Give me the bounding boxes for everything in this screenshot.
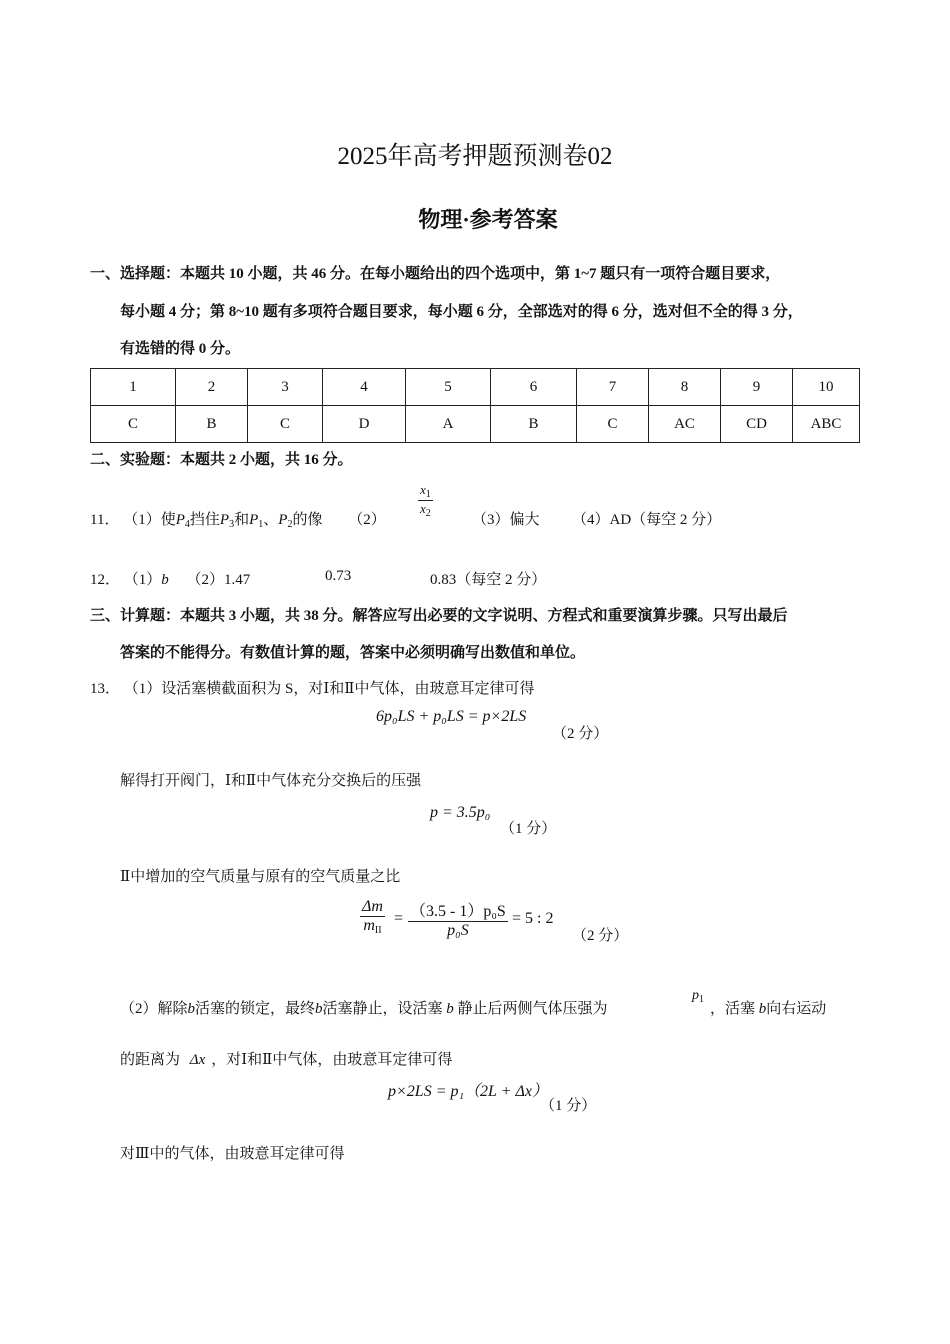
section3-line2: 答案的不能得分。有数值计算的题，答案中必须明确写出数值和单位。: [120, 645, 586, 661]
answer-table-answer-row: [91, 406, 860, 443]
q13-part2-line1-tail: [710, 997, 826, 1018]
q13-part2-text-c: 活塞的锁定，最终: [195, 1001, 316, 1017]
table-cell: ABC: [793, 406, 860, 443]
q13-intro-line: [90, 677, 534, 698]
table-cell: D: [323, 406, 406, 443]
table-cell: 5: [406, 369, 491, 406]
table-cell: B: [176, 406, 248, 443]
table-cell: C: [577, 406, 649, 443]
q13-ratio-right-num: （3.5 - 1）p₀S: [408, 898, 508, 922]
q11-number: 11．: [90, 512, 120, 528]
table-cell: 7: [577, 369, 649, 406]
table-cell: 4: [323, 369, 406, 406]
q13-ratio-left: [360, 898, 385, 936]
q11-part1-text-b: 挡住: [189, 512, 220, 528]
q13-equation-2: p = 3.5p₀: [430, 804, 491, 821]
q11-part1-text: （1）使: [123, 512, 176, 528]
section3-line1: 三、计算题：本题共 3 小题，共 38 分。解答应写出必要的文字说明、方程式和重要演算步骤。只写出最后: [90, 608, 788, 624]
q13-part2-line2-text-a: 的距离为: [120, 1052, 181, 1068]
answer-table-number-row: [91, 369, 860, 406]
q12-part1-label: （1）: [123, 572, 162, 588]
q11-part2-label: （2）: [348, 512, 386, 528]
section1-line2: 每小题 4 分；第 8~10 题有多项符合题目要求，每小题 6 分，全部选对的得 6 分，选对但不全的得 3 分，: [120, 304, 803, 320]
page-title: 2025年高考押题预测卷02: [337, 143, 613, 170]
table-cell: 9: [721, 369, 793, 406]
q13-part2-p-sub: 1: [699, 994, 704, 1005]
q13-ratio-right-den: p₀S: [447, 922, 469, 939]
q13-part2-b1: b: [187, 1001, 196, 1017]
q11-frac-den-sub: 2: [425, 508, 431, 519]
q13-part2-b2: b: [315, 1001, 323, 1017]
q13-equation-1: 6p₀LS + p₀LS = p×2LS: [376, 708, 527, 725]
q12-value2: 0.73: [325, 568, 352, 584]
q13-text-5: 对Ⅲ中的气体，由玻意耳定律可得: [120, 1146, 345, 1162]
answer-table: [90, 368, 860, 443]
q13-part2-text-a: （2）解除: [120, 1001, 188, 1017]
table-cell: 1: [91, 369, 176, 406]
q11-frac-num-sub: 1: [425, 489, 431, 500]
q13-number: 13．: [90, 681, 121, 697]
q13-ratio-left-den: m: [363, 917, 375, 934]
q11-part1-text-c: 和: [234, 512, 250, 528]
q11-p2-sub: 2: [287, 519, 293, 530]
table-cell: 8: [649, 369, 721, 406]
q13-equation-2-score: （1 分）: [500, 821, 557, 837]
q13-intro: （1）设活塞横截面积为 S，对Ⅰ和Ⅱ中气体，由玻意耳定律可得: [123, 681, 535, 697]
q13-part2-line2: [120, 1048, 452, 1069]
q11-p1-symbol: P: [249, 512, 259, 528]
q13-equation-4-score: （1 分）: [540, 1098, 597, 1114]
q12-number: 12．: [90, 572, 121, 588]
q13-equation-1-score: （2 分）: [552, 726, 609, 742]
q11-part3: （3）偏大: [472, 512, 540, 528]
q13-part2-text-j: 向右运动: [766, 1001, 827, 1017]
q11-p4-sub: 4: [184, 519, 190, 530]
q13-part2-line1: [120, 997, 608, 1018]
section2-heading: 二、实验题：本题共 2 小题，共 16 分。: [90, 452, 353, 468]
q11-p3-symbol: P: [219, 512, 230, 528]
q13-part2-b3: b: [446, 1001, 454, 1017]
q13-equation-4: p×2LS = p₁（2L + Δx）: [388, 1083, 548, 1100]
q13-ratio-result: = 5 : 2: [512, 910, 554, 927]
q13-ratio-left-den-sub: II: [374, 925, 382, 936]
q13-part2-dx: Δx: [189, 1052, 206, 1068]
q13-text-2: 解得打开阀门，Ⅰ和Ⅱ中气体充分交换后的压强: [120, 773, 422, 789]
table-cell: 6: [491, 369, 577, 406]
q12-part1-value: b: [161, 572, 169, 588]
q12-line: [90, 568, 250, 589]
table-cell: CD: [721, 406, 793, 443]
q13-part2-p1: [692, 988, 704, 1005]
q11-frac-num: x: [420, 482, 426, 497]
q11-part1-text-e: 的像: [292, 512, 323, 528]
section1-line1: 一、选择题：本题共 10 小题，共 46 分。在每小题给出的四个选项中，第 1~7 题只有一项符合题目要求，: [90, 266, 781, 282]
section1-line3: 有选错的得 0 分。: [120, 341, 241, 357]
q13-ratio-right: [408, 898, 508, 940]
q13-part2-text-g: 静止后两侧气体压强为: [457, 1001, 608, 1017]
q11-p2-symbol: P: [278, 512, 288, 528]
table-cell: B: [491, 406, 577, 443]
table-cell: AC: [649, 406, 721, 443]
table-cell: C: [91, 406, 176, 443]
q13-part2-b4: b: [758, 1001, 767, 1017]
q11-part1-text-d: 、: [263, 512, 279, 528]
page-subtitle: 物理·参考答案: [418, 207, 558, 232]
q13-equation-3-score: （2 分）: [572, 928, 629, 944]
q13-part2-text-e: 活塞静止，设活塞: [322, 1001, 443, 1017]
table-cell: 2: [176, 369, 248, 406]
q13-part2-p-symbol: p: [692, 988, 699, 1003]
table-cell: 3: [248, 369, 323, 406]
table-cell: 10: [793, 369, 860, 406]
q13-equals-sign: =: [394, 910, 404, 927]
q11-line: [90, 508, 386, 530]
q11-part4: （4）AD（每空 2 分）: [572, 512, 722, 528]
q11-p3-sub: 3: [229, 519, 235, 530]
q13-ratio-left-num: Δm: [362, 898, 383, 915]
q11-frac-den: x: [420, 501, 426, 516]
table-cell: C: [248, 406, 323, 443]
q11-p4-symbol: P: [175, 512, 185, 528]
q13-part2-line2-text-b: ，对Ⅰ和Ⅱ中气体，由玻意耳定律可得: [211, 1052, 453, 1068]
q11-fraction: [418, 482, 433, 519]
q12-part2: （2）1.47: [186, 572, 251, 588]
q13-part2-text-h: ，活塞: [710, 1001, 756, 1017]
q12-value3: 0.83（每空 2 分）: [430, 572, 547, 588]
table-cell: A: [406, 406, 491, 443]
q13-text-3: Ⅱ中增加的空气质量与原有的空气质量之比: [120, 869, 401, 885]
q11-p1-sub: 1: [258, 519, 264, 530]
